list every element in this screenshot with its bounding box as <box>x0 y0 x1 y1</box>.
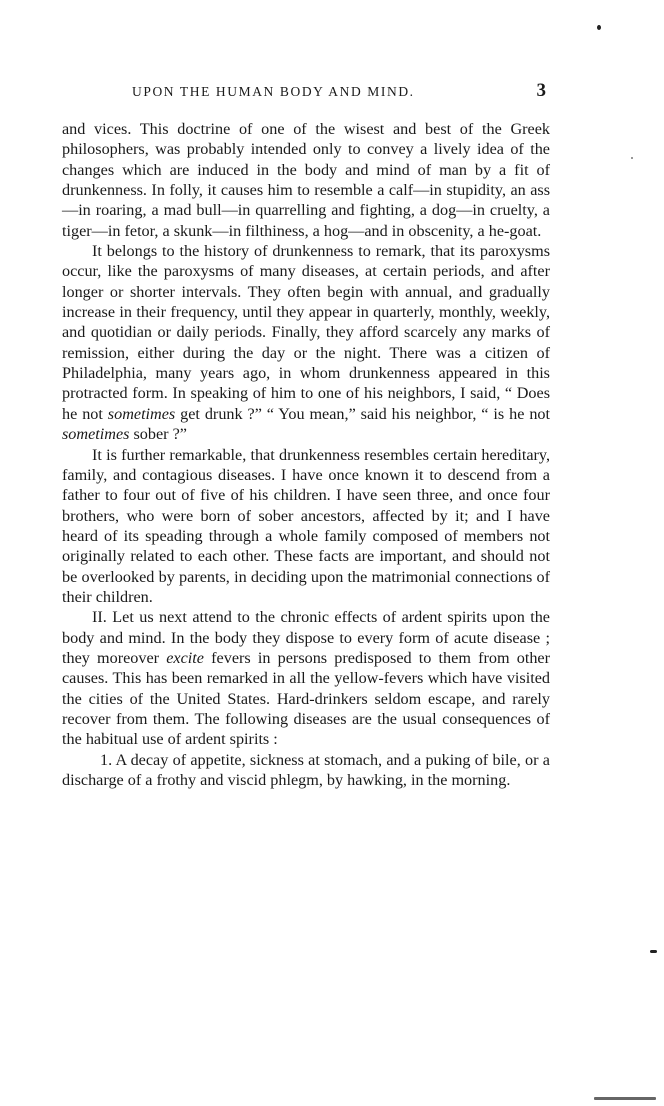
paragraph-2 <box>62 241 550 444</box>
paragraph-4 <box>62 607 550 749</box>
italic-text: sometimes <box>62 425 130 444</box>
ink-speck <box>650 950 657 953</box>
text-run: fevers in persons predisposed to them from other causes. This has been remarked in all the yellow-fevers which have visited the cities of the United States. Hard-drinkers seldom escape, and rarely recover from them. The following diseases are the usual consequences of the habitual use of ardent spirits : <box>62 648 550 749</box>
text-run: It is further remarkable, that drunkenness resembles certain hereditary, family, and contagious diseases. I have once known it to descend from a father to four out of five of his children. I have seen three, and once four brothers, who were born of sober ancestors, affected by it; and I have heard of its speading through a whole family composed of members not originally related to each other. These facts are important, and should not be overlooked by parents, in deciding upon the matrimonial connections of their children. <box>62 445 550 606</box>
text-run: sober ?” <box>129 425 187 444</box>
ink-speck <box>631 157 633 159</box>
italic-text: sometimes <box>107 404 176 423</box>
scan-mark <box>594 1097 656 1100</box>
text-run: It belongs to the history of drunkenness to remark, that its paroxysms occur, like the paroxysms of many diseases, at certain periods, and after longer or shorter intervals. They often begin with annual, and gradually increase in their frequency, until they appear in quarterly, monthly, weekly, and quotidian or daily periods. Finally, they afford scarcely any marks of remission, either during the day or the night. There was a citizen of Philadelphia, many years ago, in whom drunkenness appeared in this protracted form. In speaking of him to one of his neighbors, I said, “ Does he not <box>62 242 550 423</box>
page-number: 3 <box>536 80 546 101</box>
text-run: II. Let us next attend to the chronic effects of ardent spirits upon the body and mind. In the body they dispose to every form of acute disease ; they moreover <box>62 608 550 667</box>
body-text <box>62 119 550 790</box>
paragraph-1 <box>62 119 550 241</box>
ink-speck <box>597 25 601 30</box>
italic-text: excite <box>166 648 204 667</box>
running-title: UPON THE HUMAN BODY AND MIND. <box>132 84 415 99</box>
page-header <box>62 82 546 106</box>
text-run: get drunk ?” “ You mean,” said his neighbor, “ is he not <box>175 404 550 423</box>
paragraph-3 <box>62 445 550 608</box>
text-run: 1. A decay of appetite, sickness at stomach, and a puking of bile, or a discharge of a frothy and viscid phlegm, by hawking, in the morning. <box>62 750 550 789</box>
text-run: and vices. This doctrine of one of the wisest and best of the Greek philosophers, was probably intended only to convey a lively idea of the changes which are induced in the body and mind of man by a fit of drunkenness. In folly, it causes him to resemble a calf—in stupidity, an ass—in roaring, a mad bull—in quarrelling and fighting, a dog—in cruelty, a tiger—in fetor, a skunk—in filthiness, a hog—and in obscenity, a he-goat. <box>62 120 550 240</box>
paragraph-5 <box>62 750 550 791</box>
